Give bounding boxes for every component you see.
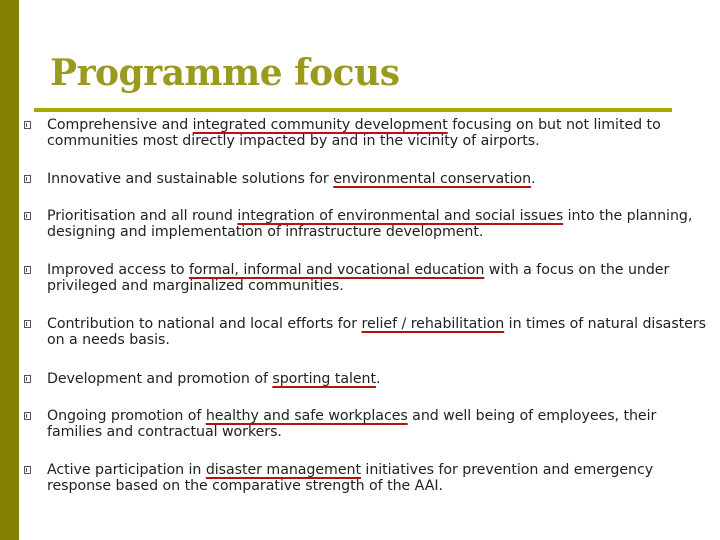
bullet-text-pre: Ongoing promotion of (47, 408, 206, 424)
bullet-text-pre: Improved access to (47, 262, 189, 278)
bullet-marker-icon (24, 466, 31, 474)
bullet-marker-icon (24, 375, 31, 383)
bullet-text-post: initiatives for prevention and emergency response based on the comparative strength of the AAI. (47, 462, 654, 494)
bullet-highlight: sporting talent (272, 371, 377, 387)
bullet-text-pre: Active participation in (47, 462, 206, 478)
bullet-highlight: environmental conservation (333, 171, 532, 187)
bullet-text (47, 117, 715, 149)
bullet-highlight: relief / rehabilitation (361, 316, 505, 332)
bullet-marker-icon (24, 412, 31, 420)
bullet-highlight: formal, informal and vocational education (188, 262, 485, 278)
bullet-text (47, 316, 715, 348)
bullet-text-pre: Comprehensive and (47, 117, 193, 133)
bullet-text-post: into the planning, designing and implementation of infrastructure development. (47, 208, 693, 240)
bullet-marker-icon (24, 320, 31, 328)
bullet-text (47, 208, 715, 240)
bullet-text-post: with a focus on the under privileged and marginalized communities. (47, 262, 670, 294)
bullet-text-pre: Innovative and sustainable solutions for (47, 171, 334, 187)
bullet-text-post: and well being of employees, their families and contractual workers. (47, 408, 657, 440)
bullet-text-pre: Contribution to national and local efforts for (47, 316, 362, 332)
bullet-marker-icon (24, 212, 31, 220)
bullet-marker-icon (24, 266, 31, 274)
bullet-text (47, 371, 715, 387)
bullet-text (47, 408, 715, 440)
bullet-highlight: disaster management (205, 462, 361, 478)
bullet-highlight: integrated community development (192, 117, 448, 133)
bullet-text-post: in times of natural disasters on a needs basis. (47, 316, 706, 348)
bullet-marker-icon (24, 121, 31, 129)
bullet-highlight: healthy and safe workplaces (205, 408, 408, 424)
bullet-text (47, 262, 715, 294)
page-title: Programme focus (50, 52, 400, 94)
bullet-marker-icon (24, 175, 31, 183)
bullet-text-post: focusing on but not limited to communities most directly impacted by and in the vicinity of airports. (47, 117, 661, 149)
bullet-highlight: integration of environmental and social issues (237, 208, 564, 224)
bullet-text (47, 462, 715, 494)
title-underline-rule (34, 108, 672, 112)
bullet-text-post: . (531, 171, 536, 187)
bullet-text-post: . (376, 371, 381, 387)
bullet-text-pre: Prioritisation and all round (47, 208, 238, 224)
bullet-text (47, 171, 715, 187)
left-accent-bar (0, 0, 19, 540)
bullet-text-pre: Development and promotion of (47, 371, 273, 387)
